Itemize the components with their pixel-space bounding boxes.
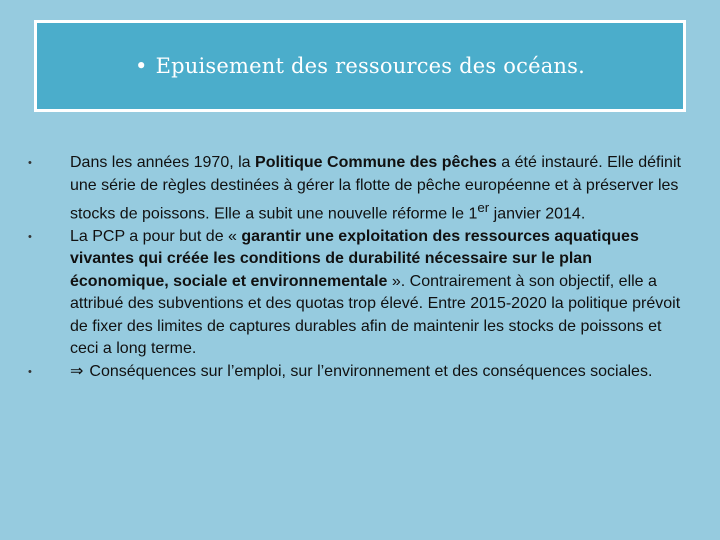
item-text: La PCP a pour but de «: [70, 227, 242, 245]
bullet-marker: •: [28, 157, 32, 169]
item-bold-text: garantir une exploitation des ressources aquatiques vivantes qui créée les conditions de durabilité nécessaire sur le plan économique, sociale et environnementale: [70, 227, 639, 290]
list-item: [28, 226, 688, 361]
superscript: er: [477, 200, 490, 215]
slide-title: [135, 54, 585, 78]
bullet-list: [28, 152, 688, 383]
item-text: Conséquences sur l’emploi, sur l’environnement et des conséquences sociales.: [89, 362, 653, 380]
item-text: Dans les années 1970, la: [70, 154, 256, 171]
item-text: a été instauré. Elle définit une série de règles destinées à gérer la flotte de pêche européenne et à préserver les stocks de poissons. Elle a subit une nouvelle réforme le 1: [70, 154, 681, 223]
title-label: Epuisement des ressources des océans.: [155, 54, 586, 78]
item-text: ». Contrairement à son objectif, elle a attribué des subventions et des quotas trop élevé. Entre 2015-2020 la politique prévoit de fixer des limites de captures durables afin de maintenir les stocks de poissons et ceci a long terme.: [70, 272, 681, 358]
title-box: [34, 20, 686, 112]
implies-arrow-icon: ⇒: [70, 362, 84, 380]
bullet-marker: •: [28, 365, 32, 378]
list-item: [28, 361, 688, 384]
item-bold-text: Politique Commune des pêches: [255, 154, 497, 171]
bullet-marker: •: [28, 230, 32, 243]
item-text: janvier 2014.: [489, 205, 586, 223]
list-item: [28, 152, 688, 226]
title-bullet: •: [134, 54, 148, 78]
